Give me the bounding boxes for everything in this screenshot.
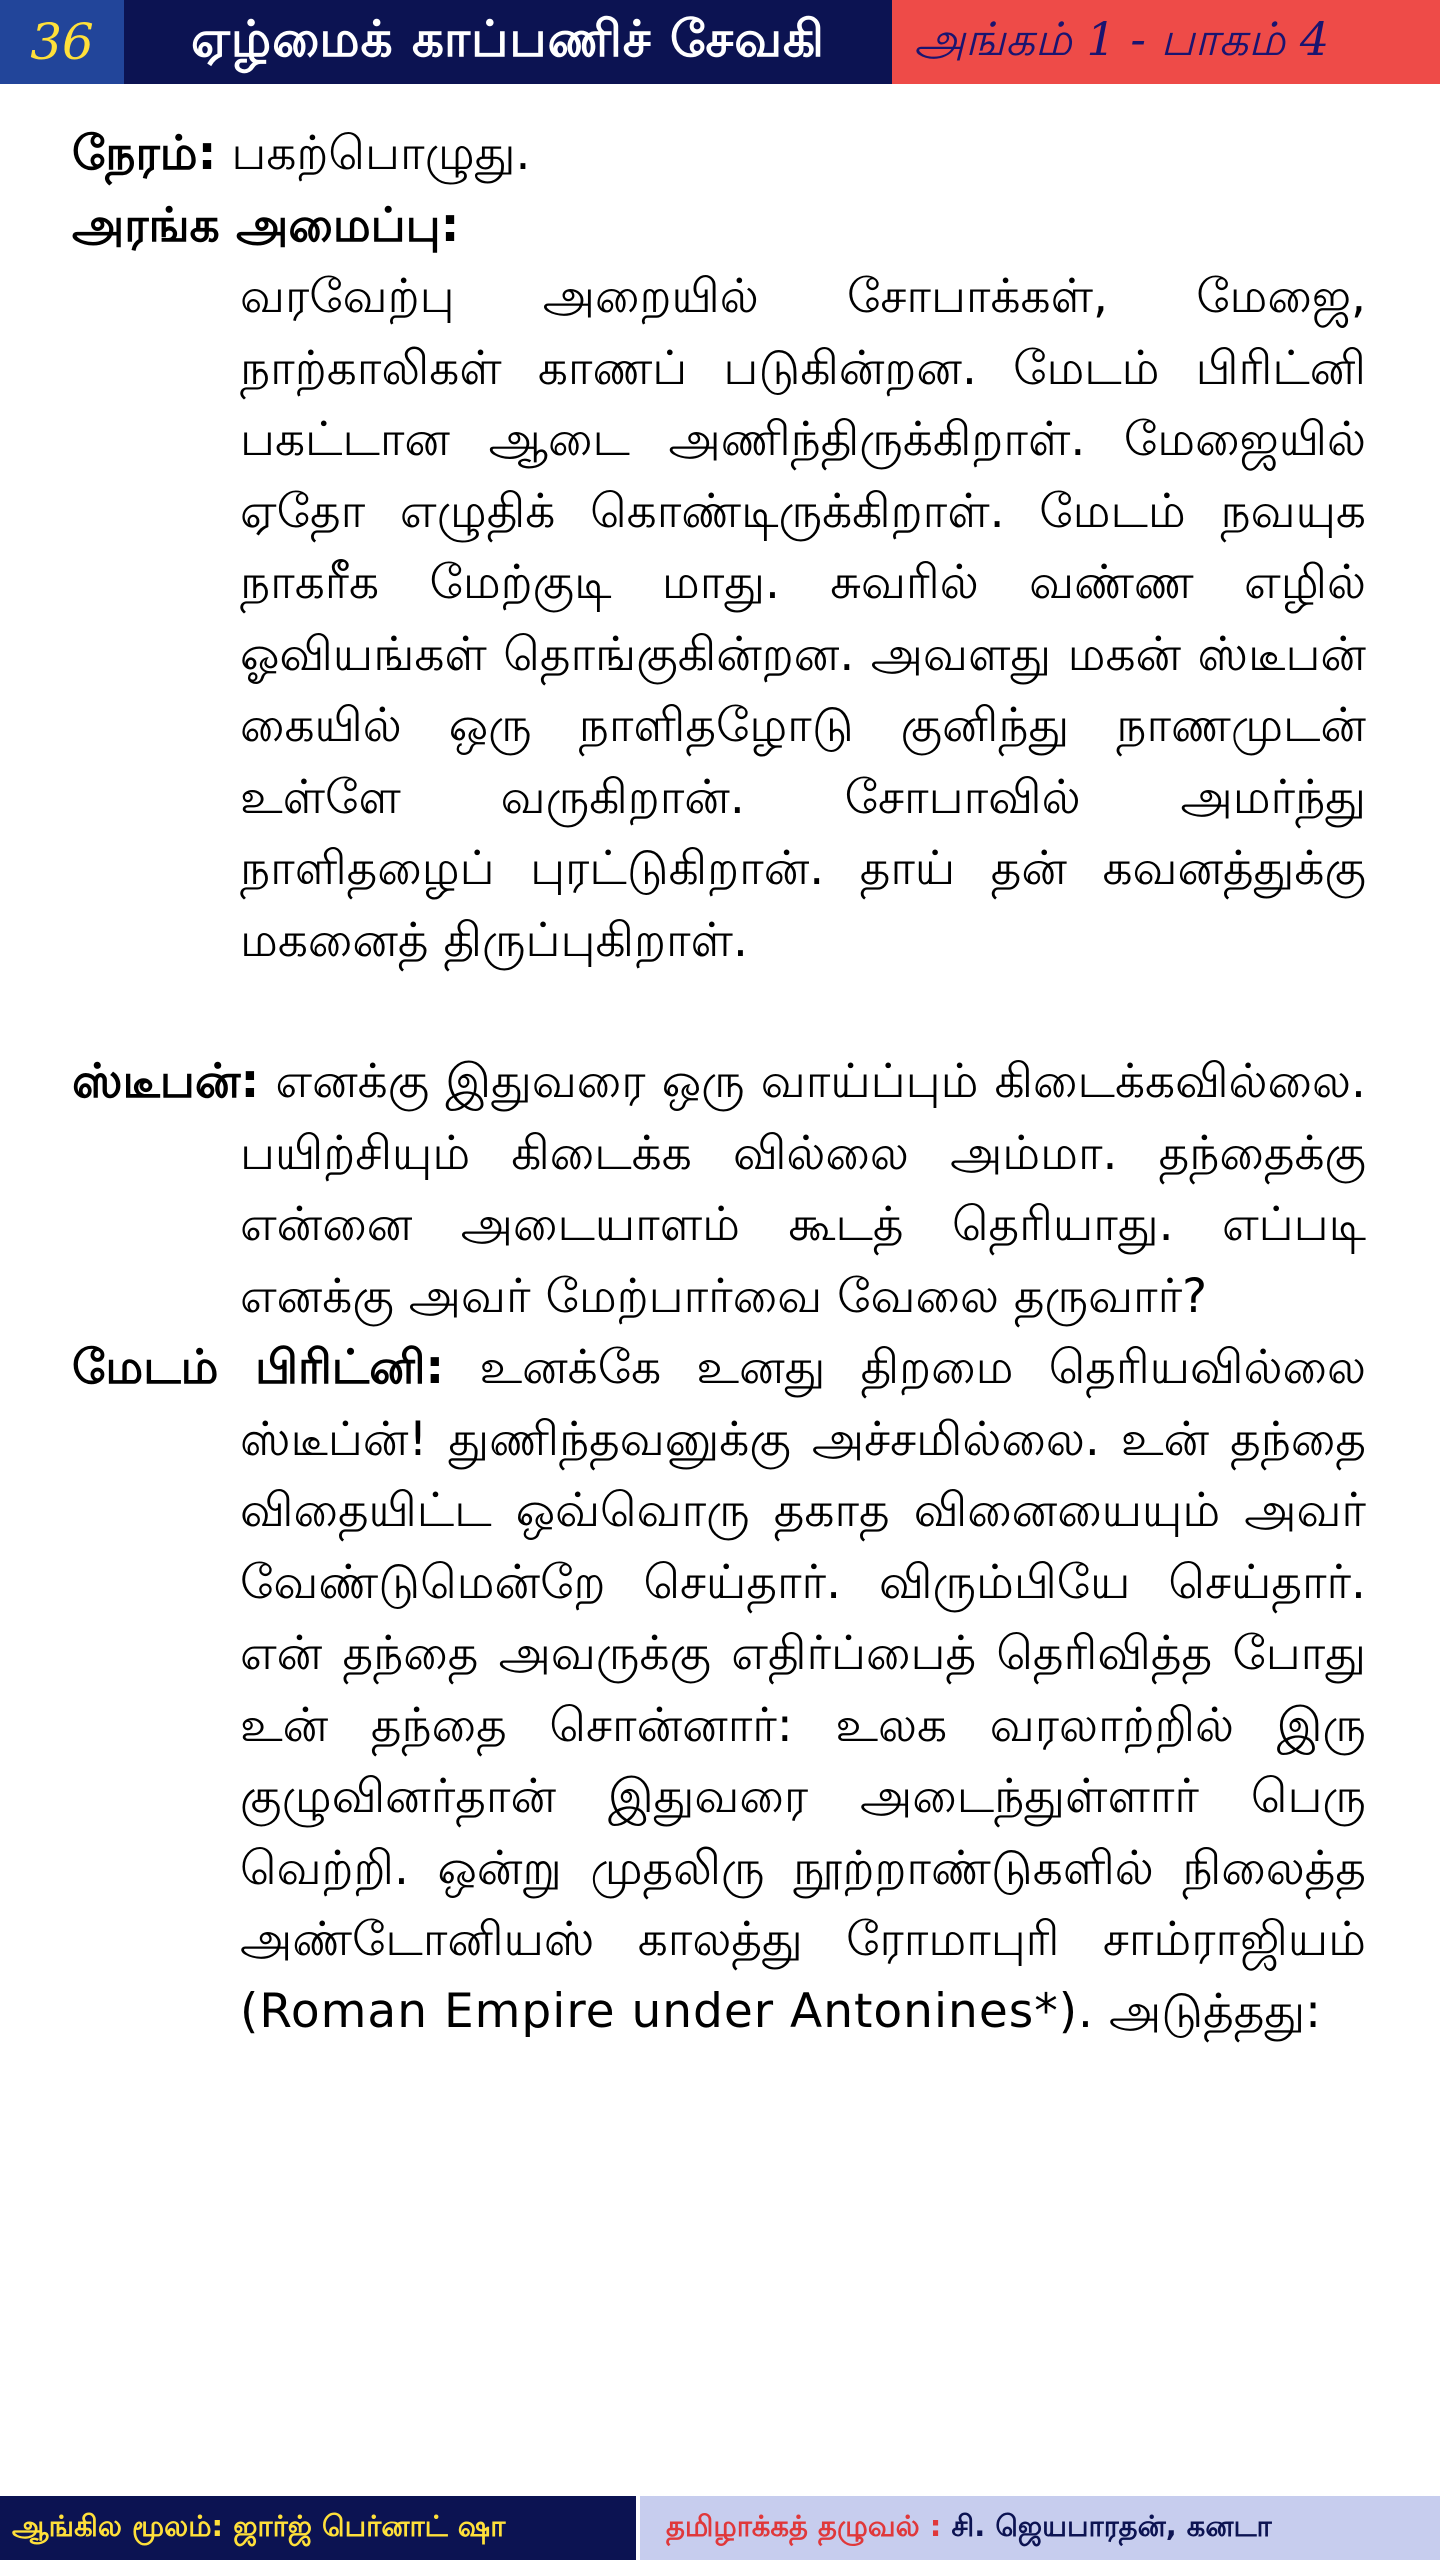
act-section-label: அங்கம் 1 - பாகம் 4 <box>892 0 1440 84</box>
dialogue-stephen-text: எனக்கு இதுவரை ஒரு வாய்ப்பும் கிடைக்கவில்லை. பயிற்சியும் கிடைக்க வில்லை அம்மா. தந்தைக்கு என்னை அடையாளம் கூடத் தெரியாது. எப்படி எனக்கு அவர் மேற்பார்வை வேலை தருவார்? <box>240 1054 1366 1324</box>
speaker-stephen: ஸ்டீபன்: <box>72 1054 260 1109</box>
time-value: பகற்பொழுது. <box>231 126 531 181</box>
dialogue-madam-text: உனக்கே உனது திறமை தெரியவில்லை ஸ்டீப்ன்! துணிந்தவனுக்கு அச்சமில்லை. உன் தந்தை விதையிட்ட ஒவ்வொரு தகாத வினையையும் அவர் வேண்டுமென்றே செய்தார். விரும்பியே செய்தார். என் தந்தை அவருக்கு எதிர்ப்பைத் தெரிவித்த போது உன் தந்தை சொன்னார்: உலக வரலாற்றில் இரு குழுவினர்தான் இதுவரை அடைந்துள்ளார் பெரு வெற்றி. ஒன்று முதலிரு நூற்றாண்டுகளில் நிலைத்த அண்டோனியஸ் காலத்து ரோமாபுரி சாம்ராஜியம் <box>240 1340 1366 1967</box>
translator-name: சி. ஜெயபாரதன், கனடா <box>951 2509 1272 2543</box>
footer-source <box>0 2496 636 2560</box>
book-title: ஏழ்மைக் காப்பணிச் சேவகி <box>124 0 892 84</box>
dialogue-stephen <box>72 1046 1366 1332</box>
section-gap <box>72 976 1366 1046</box>
stage-description: வரவேற்பு அறையில் சோபாக்கள், மேஜை, நாற்காலிகள் காணப் படுகின்றன. மேடம் பிரிட்னி பகட்டான ஆடை அணிந்திருக்கிறாள். மேஜையில் ஏதோ எழுதிக் கொண்டிருக்கிறாள். மேடம் நவயுக நாகரீக மேற்குடி மாது. சுவரில் வண்ண எழில் ஓவியங்கள் தொங்குகின்றன. அவளது மகன் ஸ்டீபன் கையில் ஒரு நாளிதழோடு குனிந்து நாணமுடன் உள்ளே வருகிறான். சோபாவில் அமர்ந்து நாளிதழைப் புரட்டுகிறான். தாய் தன் கவனத்துக்கு மகனைத் திருப்புகிறாள். <box>240 269 1366 968</box>
time-label: நேரம்: <box>72 126 217 181</box>
time-line <box>72 118 1366 190</box>
dialogue-madam-latin: (Roman Empire under Antonines*). <box>240 1983 1094 2039</box>
stage-setting-label: அரங்க அமைப்பு: <box>72 197 460 253</box>
translation-label: தமிழாக்கத் தழுவல் : <box>666 2509 942 2543</box>
source-label: ஆங்கில மூலம்: <box>12 2509 224 2543</box>
page-header <box>0 0 1440 84</box>
speaker-madam-britney: மேடம் பிரிட்னி: <box>72 1340 445 1395</box>
dialogue-madam-text-end: அடுத்தது: <box>1108 1983 1321 2039</box>
play-text <box>72 118 1366 2047</box>
dialogue-madam <box>72 1332 1366 2047</box>
source-author: ஜார்ஜ் பெர்னாட் ஷா <box>233 2509 506 2543</box>
page-number: 36 <box>0 0 124 84</box>
footer-translation <box>636 2496 1440 2560</box>
page-footer <box>0 2496 1440 2560</box>
